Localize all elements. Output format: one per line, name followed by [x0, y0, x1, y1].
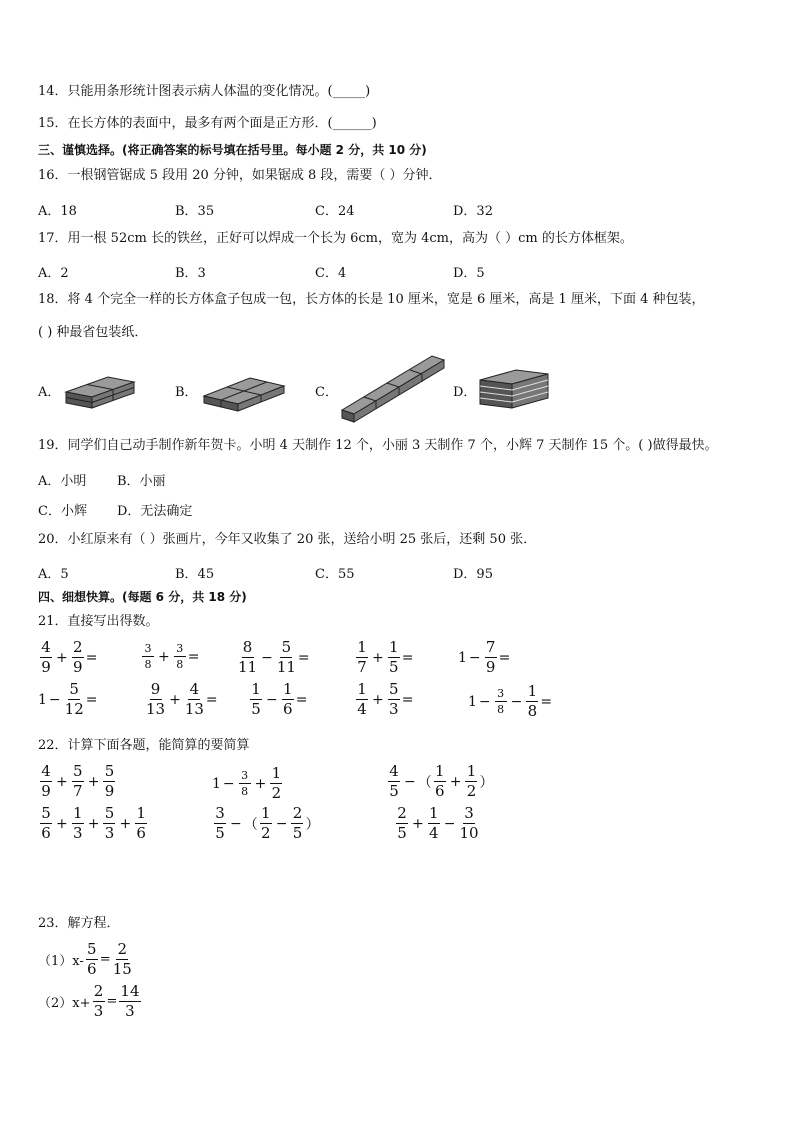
question-19: 19．同学们自己动手制作新年贺卡。小明 4 天制作 12 个，小丽 3 天制作 7 个，小辉 7 天制作 15 个。( )做得最快。: [38, 438, 718, 453]
section-3-heading: 三、谨慎选择。(将正确答案的标号填在括号里。每小题 2 分，共 10 分): [38, 143, 427, 157]
q21-expr-2: $\frac{3}{8}$ + $\frac{3}{8}$ =: [140, 643, 199, 670]
question-16: 16．一根钢管锯成 5 段用 20 分钟，如果锯成 8 段，需要（ ）分钟．: [38, 168, 442, 183]
question-15: 15．在长方体的表面中，最多有两个面是正方形．(______): [38, 116, 377, 131]
question-18-line2: ( ) 种最省包装纸．: [38, 325, 148, 340]
q22-expr-1: $\frac{4}{9}$ + $\frac{5}{7}$ + $\frac{5}{9}$: [41, 762, 115, 800]
q16-option-b[interactable]: B．35: [175, 204, 215, 219]
q20-option-a[interactable]: A．5: [38, 567, 69, 582]
q23-equation-1: （1）x- $\frac{5}{6}$ = $\frac{2}{15}$: [38, 940, 132, 978]
answer-blank[interactable]: _____: [332, 84, 366, 99]
q19-option-b[interactable]: B．小丽: [117, 474, 166, 489]
question-21: 21．直接写出得数。: [38, 614, 159, 629]
q19-option-a[interactable]: A．小明: [38, 474, 87, 489]
q22-expr-5: $\frac{3}{5}$ − （ $\frac{1}{2}$ − $\frac{2}{5}$ ）: [215, 804, 320, 842]
q22-expr-6: $\frac{2}{5}$ + $\frac{1}{4}$ − $\frac{3}{10}$: [397, 804, 479, 842]
q21-expr-3: $\frac{8}{11}$ − $\frac{5}{11}$ =: [238, 638, 310, 676]
q18-option-d[interactable]: D．: [453, 385, 477, 400]
answer-blank[interactable]: ______: [332, 116, 372, 131]
question-18-line1: 18．将 4 个完全一样的长方体盒子包成一包，长方体的长是 10 厘米，宽是 6 厘米，高是 1 厘米，下面 4 种包装，: [38, 292, 705, 307]
q17-option-b[interactable]: B．3: [175, 266, 206, 281]
q22-expr-4: $\frac{5}{6}$ + $\frac{1}{3}$ + $\frac{5}{3}$ + $\frac{1}{6}$: [41, 804, 146, 842]
q21-expr-6: 1 − $\frac{5}{12}$ =: [38, 680, 98, 718]
question-17: 17．用一根 52cm 长的铁丝，正好可以焊成一个长为 6cm，宽为 4cm，高为（ ）cm 的长方体框架。: [38, 231, 633, 246]
q21-expr-1: $\frac{4}{9}$ + $\frac{2}{9}$ =: [41, 638, 98, 676]
q16-option-a[interactable]: A．18: [38, 204, 77, 219]
q21-expr-9: $\frac{1}{4}$ + $\frac{5}{3}$ =: [357, 680, 414, 718]
package-d-image: [476, 362, 552, 412]
q23-equation-2: （2）x+ $\frac{2}{3}$ = $\frac{14}{3}$: [38, 982, 140, 1020]
q18-option-b[interactable]: B．: [175, 385, 198, 400]
question-14: 14．只能用条形统计图表示病人体温的变化情况。(_____): [38, 84, 371, 99]
q19-option-d[interactable]: D．无法确定: [117, 504, 193, 519]
q22-expr-2: 1 − $\frac{3}{8}$ + $\frac{1}{2}$: [212, 764, 282, 802]
q16-option-d[interactable]: D．32: [453, 204, 493, 219]
q20-option-c[interactable]: C．55: [315, 567, 355, 582]
q21-expr-4: $\frac{1}{7}$ + $\frac{1}{5}$ =: [357, 638, 414, 676]
q21-expr-5: 1 − $\frac{7}{9}$ =: [458, 638, 511, 676]
q20-option-d[interactable]: D．95: [453, 567, 493, 582]
q17-option-a[interactable]: A．2: [38, 266, 69, 281]
question-22: 22．计算下面各题，能简算的要简算: [38, 738, 250, 753]
q21-expr-7: $\frac{9}{13}$ + $\frac{4}{13}$ =: [146, 680, 218, 718]
package-c-image: [338, 350, 448, 424]
question-23: 23．解方程．: [38, 916, 120, 931]
q21-expr-10: 1 − $\frac{3}{8}$ − $\frac{1}{8}$ =: [468, 682, 553, 720]
q19-option-c[interactable]: C．小辉: [38, 504, 87, 519]
q20-option-b[interactable]: B．45: [175, 567, 215, 582]
package-a-image: [62, 362, 136, 414]
q18-option-a[interactable]: A．: [38, 385, 61, 400]
q21-expr-8: $\frac{1}{5}$ − $\frac{1}{6}$ =: [251, 680, 308, 718]
q16-option-c[interactable]: C．24: [315, 204, 355, 219]
question-20: 20．小红原来有（ ）张画片，今年又收集了 20 张，送给小明 25 张后，还剩 50 张．: [38, 532, 537, 547]
q22-expr-3: $\frac{4}{5}$ − （ $\frac{1}{6}$ + $\frac{1}{2}$ ）: [389, 762, 494, 800]
q18-option-c[interactable]: C．: [315, 385, 338, 400]
q17-option-c[interactable]: C．4: [315, 266, 347, 281]
q17-option-d[interactable]: D．5: [453, 266, 485, 281]
package-b-image: [200, 362, 288, 414]
section-4-heading: 四、细想快算。(每题 6 分，共 18 分): [38, 590, 247, 604]
